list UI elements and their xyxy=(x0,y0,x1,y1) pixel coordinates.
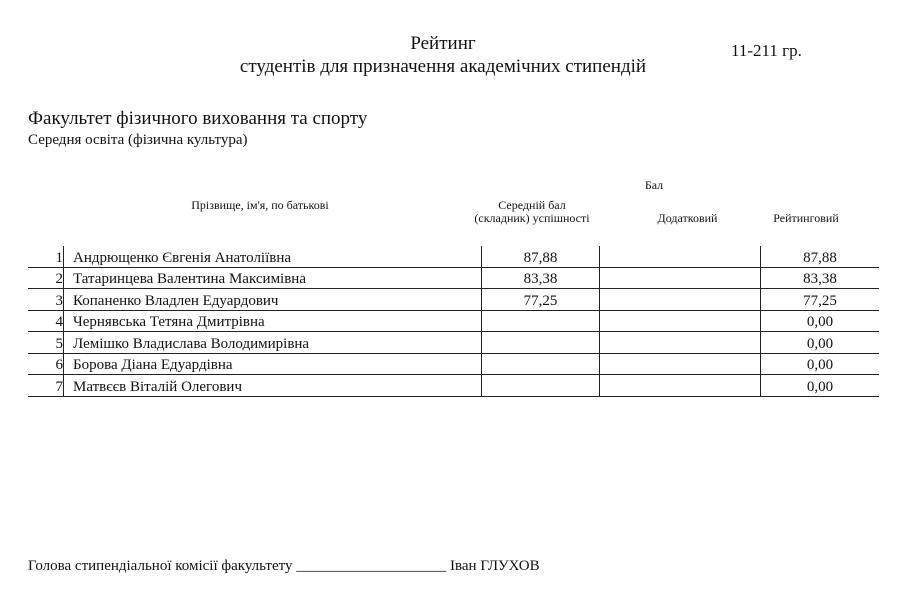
rating-score: 0,00 xyxy=(761,353,880,375)
row-number: 3 xyxy=(28,289,64,311)
additional-score xyxy=(600,267,761,289)
header-score-group: Бал xyxy=(644,178,664,192)
rating-score: 83,38 xyxy=(761,267,880,289)
rating-score: 87,88 xyxy=(761,246,880,267)
row-number: 7 xyxy=(28,375,64,397)
student-name: Копаненко Владлен Едуардович xyxy=(64,289,482,311)
average-score xyxy=(482,310,600,332)
rating-score: 77,25 xyxy=(761,289,880,311)
average-score xyxy=(482,353,600,375)
student-name: Чернявська Тетяна Дмитрівна xyxy=(64,310,482,332)
header-full-name: Прізвище, ім'я, по батькові xyxy=(191,198,329,212)
group-label: 11-211 гр. xyxy=(731,41,802,60)
student-name: Матвєєв Віталій Олегович xyxy=(64,375,482,397)
header-average-score: Середній бал (складник) успішності xyxy=(474,198,590,225)
rating-table-body xyxy=(28,246,879,396)
table-row xyxy=(28,310,879,332)
header-additional-score: Додатковий xyxy=(657,211,718,225)
row-number: 6 xyxy=(28,353,64,375)
table-row xyxy=(28,332,879,354)
document-title: Рейтинг xyxy=(410,33,476,54)
rating-score: 0,00 xyxy=(761,332,880,354)
additional-score xyxy=(600,289,761,311)
additional-score xyxy=(600,353,761,375)
table-row xyxy=(28,246,879,267)
additional-score xyxy=(600,310,761,332)
student-name: Лемішко Владислава Володимирівна xyxy=(64,332,482,354)
faculty-name: Факультет фізичного виховання та спорту xyxy=(28,108,368,129)
program-name: Середня освіта (фізична культура) xyxy=(28,132,248,148)
commission-signature: Голова стипендіальної комісії факультету ____________________ Іван ГЛУХОВ xyxy=(28,558,540,574)
rating-table xyxy=(28,246,879,397)
document-subtitle: студентів для призначення академічних стипендій xyxy=(239,56,647,77)
rating-score: 0,00 xyxy=(761,310,880,332)
student-name: Борова Діана Едуардівна xyxy=(64,353,482,375)
table-row xyxy=(28,375,879,397)
row-number: 4 xyxy=(28,310,64,332)
student-name: Татаринцева Валентина Максимівна xyxy=(64,267,482,289)
student-name: Андрющенко Євгенія Анатоліївна xyxy=(64,246,482,267)
row-number: 1 xyxy=(28,246,64,267)
average-score: 83,38 xyxy=(482,267,600,289)
table-row xyxy=(28,267,879,289)
average-score: 87,88 xyxy=(482,246,600,267)
additional-score xyxy=(600,332,761,354)
header-rating-score: Рейтинговий xyxy=(773,211,839,225)
additional-score xyxy=(600,375,761,397)
rating-score: 0,00 xyxy=(761,375,880,397)
average-score: 77,25 xyxy=(482,289,600,311)
table-row xyxy=(28,289,879,311)
average-score xyxy=(482,375,600,397)
additional-score xyxy=(600,246,761,267)
average-score xyxy=(482,332,600,354)
row-number: 2 xyxy=(28,267,64,289)
table-row xyxy=(28,353,879,375)
row-number: 5 xyxy=(28,332,64,354)
